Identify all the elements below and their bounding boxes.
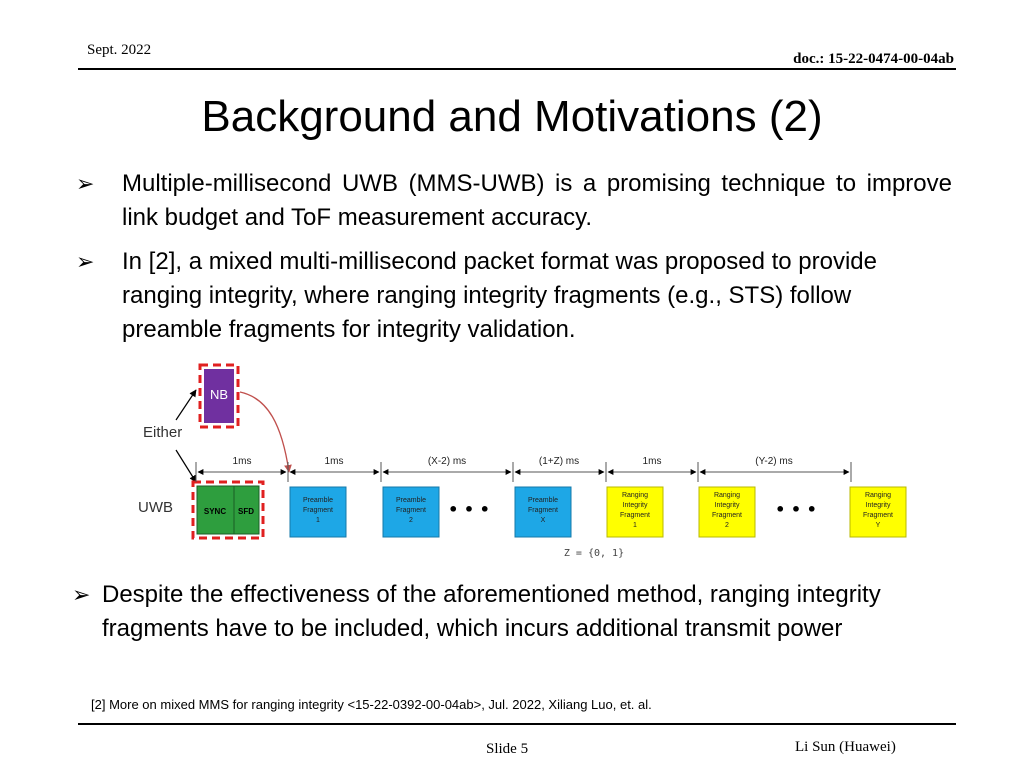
fragment-text: Fragment bbox=[528, 507, 558, 514]
duration-label: (Y-2) ms bbox=[755, 456, 793, 467]
sfd-label: SFD bbox=[238, 507, 254, 516]
either-uwb-arrow bbox=[176, 450, 196, 482]
ellipsis-preamble: • • • bbox=[448, 500, 490, 519]
duration-label: 1ms bbox=[324, 456, 344, 467]
either-nb-arrow bbox=[176, 390, 196, 420]
fragment-text: Preamble bbox=[528, 497, 558, 504]
z-note: Z = {0, 1} bbox=[563, 548, 625, 559]
fragment-text: Preamble bbox=[396, 497, 426, 504]
slide-number: Slide 5 bbox=[486, 741, 529, 757]
bullet-text-1: Multiple-millisecond UWB (MMS-UWB) is a promising technique to improve link budget and ToF measurement accuracy. bbox=[122, 170, 952, 231]
fragment-text: Ranging bbox=[864, 492, 892, 499]
duration-label: (X-2) ms bbox=[427, 456, 467, 467]
ellipsis-integrity: • • • bbox=[775, 500, 817, 519]
fragment-text: Fragment bbox=[712, 512, 742, 519]
bullet-arrow-icon: ➢ bbox=[76, 249, 95, 274]
fragment-text: 1 bbox=[316, 517, 320, 524]
header-date: Sept. 2022 bbox=[87, 42, 152, 58]
fragment-text: Ranging bbox=[713, 492, 741, 499]
slide-title: Background and Motivations (2) bbox=[201, 92, 823, 141]
duration-label: 1ms bbox=[642, 456, 662, 467]
fragment-text: Integrity bbox=[714, 502, 740, 509]
header-doc-id: doc.: 15-22-0474-00-04ab bbox=[793, 51, 954, 67]
fragment-text: X bbox=[540, 517, 546, 524]
fragment-text: Preamble bbox=[303, 497, 333, 504]
fragment-text: Ranging bbox=[621, 492, 649, 499]
bullet-text-3: Despite the effectiveness of the aforementioned method, ranging integrity fragments have to be included, which incurs additional transmit power bbox=[102, 581, 881, 642]
fragment-text: Integrity bbox=[865, 502, 891, 509]
uwb-label: UWB bbox=[138, 499, 173, 516]
fragment-text: Integrity bbox=[622, 502, 648, 509]
fragment-text: 1 bbox=[633, 522, 637, 529]
fragment-text: Fragment bbox=[863, 512, 893, 519]
fragment-text: Fragment bbox=[620, 512, 650, 519]
fragment-text: 2 bbox=[409, 517, 413, 524]
nb-label: NB bbox=[209, 387, 229, 402]
duration-label: 1ms bbox=[232, 456, 252, 467]
fragment-text: Y bbox=[875, 522, 881, 529]
footer-divider bbox=[78, 723, 956, 725]
fragment-text: 2 bbox=[725, 522, 729, 529]
either-label: Either bbox=[143, 424, 183, 441]
bullet-arrow-icon: ➢ bbox=[76, 171, 95, 196]
duration-label: (1+Z) ms bbox=[538, 456, 580, 467]
reference-note: [2] More on mixed MMS for ranging integrity <15-22-0392-00-04ab>, Jul. 2022, Xiliang Luo, et. al. bbox=[91, 697, 652, 712]
footer-author: Li Sun (Huawei) bbox=[795, 739, 896, 755]
bullet-arrow-icon: ➢ bbox=[72, 582, 91, 607]
bullet-text-2: In [2], a mixed multi-millisecond packet format was proposed to provide ranging integrity, where ranging integrity fragments (e.g., STS) follow preamble fragments for integrity validation. bbox=[122, 248, 878, 343]
fragment-text: Fragment bbox=[303, 507, 333, 514]
fragment-text: Fragment bbox=[396, 507, 426, 514]
sync-label: SYNC bbox=[203, 507, 227, 516]
